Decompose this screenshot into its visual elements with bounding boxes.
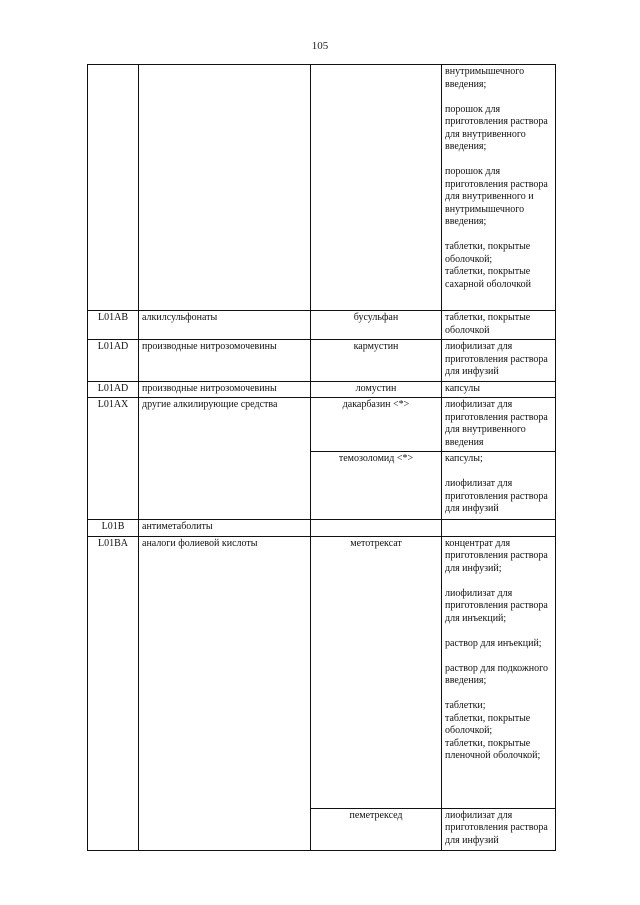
table-row bbox=[88, 381, 556, 398]
atc-code-cell: L01BA bbox=[88, 536, 139, 850]
drug-name-cell bbox=[311, 65, 442, 311]
drug-name-cell: темозоломид <*> bbox=[311, 452, 442, 520]
atc-code-cell: L01AD bbox=[88, 340, 139, 382]
drug-name-cell bbox=[311, 520, 442, 537]
group-name-cell bbox=[139, 65, 311, 311]
dosage-form-cell: внутримышечного введения; порошок для приготовления раствора для внутривенного введения; порошок для приготовления раствора для внутривенного и внутримышечного введения; таблетки, покрытые оболочкой; таблетки, покрытые сахарной оболочкой bbox=[442, 65, 556, 311]
atc-code-cell: L01AX bbox=[88, 398, 139, 520]
drug-table bbox=[87, 64, 556, 851]
group-name-cell: алкилсульфонаты bbox=[139, 311, 311, 340]
group-name-cell: аналоги фолиевой кислоты bbox=[139, 536, 311, 850]
table-row bbox=[88, 536, 556, 808]
dosage-form-cell: лиофилизат для приготовления раствора для инфузий bbox=[442, 808, 556, 850]
dosage-form-cell: концентрат для приготовления раствора для инфузий; лиофилизат для приготовления раствора для инъекций; раствор для инъекций; раствор для подкожного введения; таблетки; таблетки, покрытые оболочкой; таблетки, покрытые пленочной оболочкой; bbox=[442, 536, 556, 808]
group-name-cell: производные нитрозомочевины bbox=[139, 381, 311, 398]
atc-code-cell: L01AD bbox=[88, 381, 139, 398]
table-row bbox=[88, 340, 556, 382]
table-row bbox=[88, 65, 556, 311]
drug-name-cell: пеметрексед bbox=[311, 808, 442, 850]
atc-code-cell: L01B bbox=[88, 520, 139, 537]
dosage-form-cell: капсулы; лиофилизат для приготовления раствора для инфузий bbox=[442, 452, 556, 520]
page-number: 105 bbox=[311, 40, 329, 52]
group-name-cell: антиметаболиты bbox=[139, 520, 311, 537]
dosage-form-cell: капсулы bbox=[442, 381, 556, 398]
atc-code-cell: L01AB bbox=[88, 311, 139, 340]
drug-name-cell: ломустин bbox=[311, 381, 442, 398]
drug-name-cell: бусульфан bbox=[311, 311, 442, 340]
dosage-form-cell: лиофилизат для приготовления раствора для инфузий bbox=[442, 340, 556, 382]
table-row bbox=[88, 311, 556, 340]
table-row bbox=[88, 520, 556, 537]
group-name-cell: другие алкилирующие средства bbox=[139, 398, 311, 520]
drug-name-cell: дакарбазин <*> bbox=[311, 398, 442, 452]
drug-name-cell: кармустин bbox=[311, 340, 442, 382]
table-row bbox=[88, 398, 556, 452]
atc-code-cell bbox=[88, 65, 139, 311]
drug-name-cell: метотрексат bbox=[311, 536, 442, 808]
dosage-form-cell bbox=[442, 520, 556, 537]
dosage-form-cell: лиофилизат для приготовления раствора для внутривенного введения bbox=[442, 398, 556, 452]
group-name-cell: производные нитрозомочевины bbox=[139, 340, 311, 382]
dosage-form-cell: таблетки, покрытые оболочкой bbox=[442, 311, 556, 340]
